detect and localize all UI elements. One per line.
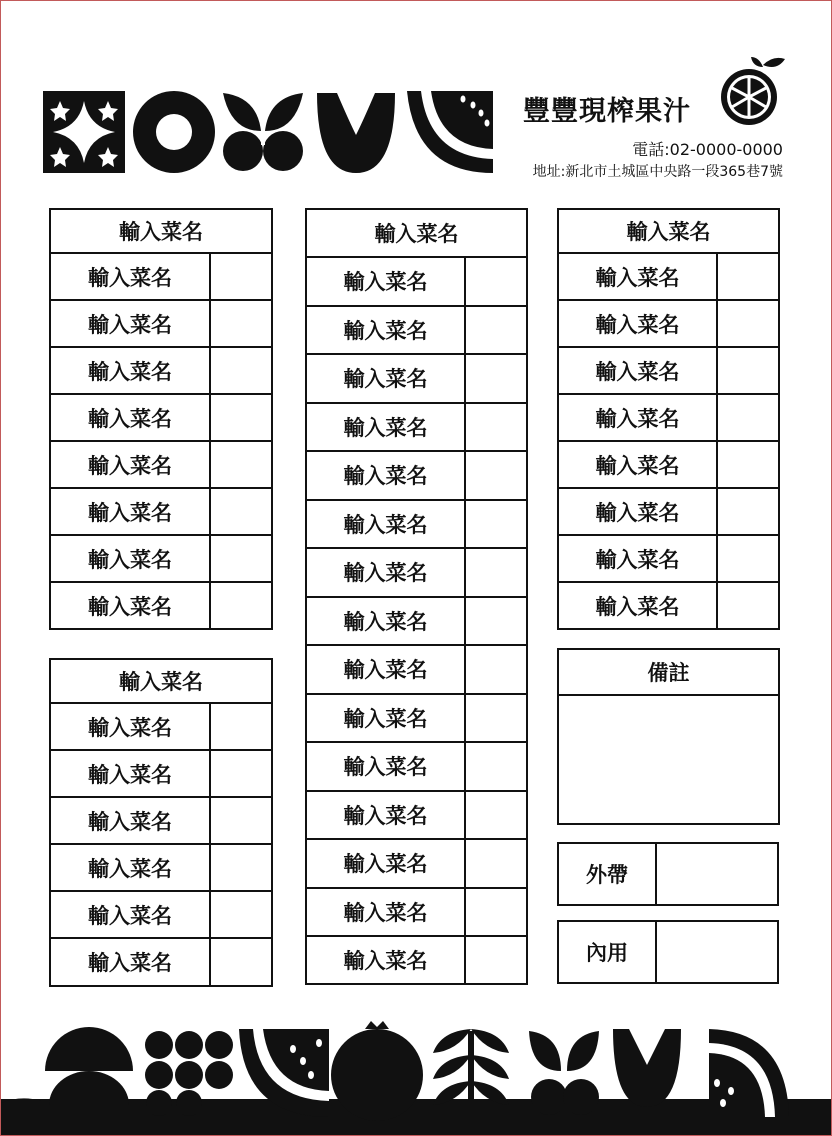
quantity-box[interactable] xyxy=(211,798,271,843)
menu-item-name: 輸入菜名 xyxy=(51,845,211,890)
menu-row xyxy=(559,348,778,395)
menu-item-name: 輸入菜名 xyxy=(307,792,466,839)
menu-row xyxy=(307,840,526,889)
menu-item-name: 輸入菜名 xyxy=(307,646,466,693)
menu-item-name: 輸入菜名 xyxy=(307,501,466,548)
fruit-border-icon xyxy=(1,1021,832,1136)
menu-section-2 xyxy=(305,208,528,985)
menu-item-name: 輸入菜名 xyxy=(51,583,211,628)
menu-row xyxy=(307,889,526,938)
menu-row xyxy=(307,404,526,453)
quantity-box[interactable] xyxy=(466,355,526,402)
menu-item-name: 輸入菜名 xyxy=(307,549,466,596)
sparkle-tile-icon xyxy=(43,91,125,173)
quantity-box[interactable] xyxy=(466,452,526,499)
menu-row xyxy=(51,751,271,798)
quantity-box[interactable] xyxy=(211,301,271,346)
quantity-box[interactable] xyxy=(211,751,271,796)
butterfly-leaf-icon xyxy=(221,91,305,173)
menu-item-name: 輸入菜名 xyxy=(307,307,466,354)
quantity-box[interactable] xyxy=(718,395,778,440)
notes-area[interactable] xyxy=(559,696,778,823)
menu-section-1 xyxy=(49,208,273,630)
quantity-box[interactable] xyxy=(211,395,271,440)
quantity-box[interactable] xyxy=(718,583,778,628)
menu-row xyxy=(307,501,526,550)
menu-row xyxy=(559,583,778,628)
menu-item-name: 輸入菜名 xyxy=(559,395,718,440)
menu-item-name: 輸入菜名 xyxy=(307,743,466,790)
menu-item-name: 輸入菜名 xyxy=(51,348,211,393)
menu-row xyxy=(307,937,526,983)
menu-section-4 xyxy=(49,658,273,987)
takeout-label: 外帶 xyxy=(559,844,657,904)
quantity-box[interactable] xyxy=(718,348,778,393)
shop-address: 地址:新北市土城區中央路一段365巷7號 xyxy=(532,164,783,180)
menu-row xyxy=(307,307,526,356)
quantity-box[interactable] xyxy=(211,348,271,393)
menu-item-name: 輸入菜名 xyxy=(51,442,211,487)
menu-row xyxy=(307,646,526,695)
quantity-box[interactable] xyxy=(466,695,526,742)
quantity-box[interactable] xyxy=(211,489,271,534)
menu-section-title: 輸入菜名 xyxy=(51,660,271,704)
menu-row xyxy=(51,939,271,985)
menu-item-name: 輸入菜名 xyxy=(307,598,466,645)
menu-row xyxy=(51,536,271,583)
menu-row xyxy=(51,704,271,751)
takeout-checkbox[interactable] xyxy=(657,844,777,904)
takeout-option xyxy=(557,842,779,906)
quantity-box[interactable] xyxy=(211,442,271,487)
menu-row xyxy=(51,348,271,395)
phone-number: 電話:02-0000-0000 xyxy=(632,140,783,159)
menu-row xyxy=(51,892,271,939)
menu-row xyxy=(559,442,778,489)
menu-row xyxy=(51,442,271,489)
menu-item-name: 輸入菜名 xyxy=(559,254,718,299)
notes-title: 備註 xyxy=(559,650,778,696)
menu-item-name: 輸入菜名 xyxy=(559,442,718,487)
quantity-box[interactable] xyxy=(211,254,271,299)
ring-icon xyxy=(133,91,215,173)
menu-section-title: 輸入菜名 xyxy=(559,210,778,254)
menu-row xyxy=(51,395,271,442)
menu-item-name: 輸入菜名 xyxy=(51,395,211,440)
quantity-box[interactable] xyxy=(211,536,271,581)
menu-section-3 xyxy=(557,208,780,630)
menu-item-name: 輸入菜名 xyxy=(307,840,466,887)
quantity-box[interactable] xyxy=(211,583,271,628)
orange-logo-icon xyxy=(719,55,787,127)
menu-section-title: 輸入菜名 xyxy=(51,210,271,254)
menu-item-name: 輸入菜名 xyxy=(307,355,466,402)
quantity-box[interactable] xyxy=(718,536,778,581)
quantity-box[interactable] xyxy=(466,646,526,693)
menu-row xyxy=(307,355,526,404)
menu-item-name: 輸入菜名 xyxy=(307,889,466,936)
menu-item-name: 輸入菜名 xyxy=(51,254,211,299)
quantity-box[interactable] xyxy=(718,301,778,346)
menu-item-name: 輸入菜名 xyxy=(51,489,211,534)
quantity-box[interactable] xyxy=(466,937,526,983)
menu-row xyxy=(559,536,778,583)
menu-row xyxy=(51,583,271,628)
menu-item-name: 輸入菜名 xyxy=(51,892,211,937)
menu-row xyxy=(559,254,778,301)
menu-item-name: 輸入菜名 xyxy=(51,798,211,843)
quantity-box[interactable] xyxy=(718,254,778,299)
menu-item-name: 輸入菜名 xyxy=(307,937,466,983)
menu-section-title: 輸入菜名 xyxy=(307,210,526,258)
dine-in-checkbox[interactable] xyxy=(657,922,777,982)
menu-row xyxy=(307,743,526,792)
quantity-box[interactable] xyxy=(718,489,778,534)
menu-item-name: 輸入菜名 xyxy=(559,583,718,628)
menu-item-name: 輸入菜名 xyxy=(51,301,211,346)
quantity-box[interactable] xyxy=(466,307,526,354)
menu-row xyxy=(559,301,778,348)
quantity-box[interactable] xyxy=(718,442,778,487)
menu-item-name: 輸入菜名 xyxy=(307,695,466,742)
menu-item-name: 輸入菜名 xyxy=(51,751,211,796)
menu-row xyxy=(51,301,271,348)
menu-item-name: 輸入菜名 xyxy=(307,258,466,305)
quantity-box[interactable] xyxy=(466,792,526,839)
quantity-box[interactable] xyxy=(466,549,526,596)
menu-item-name: 輸入菜名 xyxy=(51,536,211,581)
quantity-box[interactable] xyxy=(466,404,526,451)
menu-row xyxy=(51,254,271,301)
quantity-box[interactable] xyxy=(466,598,526,645)
quantity-box[interactable] xyxy=(466,501,526,548)
dine-in-option xyxy=(557,920,779,984)
quantity-box[interactable] xyxy=(466,258,526,305)
menu-row xyxy=(559,489,778,536)
tulip-icon xyxy=(315,91,397,173)
menu-row xyxy=(51,489,271,536)
menu-item-name: 輸入菜名 xyxy=(307,404,466,451)
quantity-box[interactable] xyxy=(466,889,526,936)
quantity-box[interactable] xyxy=(211,892,271,937)
menu-row xyxy=(307,549,526,598)
menu-item-name: 輸入菜名 xyxy=(307,452,466,499)
menu-row xyxy=(307,792,526,841)
quantity-box[interactable] xyxy=(211,939,271,985)
menu-row xyxy=(307,598,526,647)
menu-item-name: 輸入菜名 xyxy=(51,939,211,985)
quantity-box[interactable] xyxy=(466,840,526,887)
quantity-box[interactable] xyxy=(211,845,271,890)
quantity-box[interactable] xyxy=(211,704,271,749)
notes-box xyxy=(557,648,780,825)
shop-name: 豐豐現榨果汁 xyxy=(523,96,691,127)
menu-row xyxy=(559,395,778,442)
quantity-box[interactable] xyxy=(466,743,526,790)
menu-item-name: 輸入菜名 xyxy=(559,301,718,346)
menu-item-name: 輸入菜名 xyxy=(559,348,718,393)
menu-item-name: 輸入菜名 xyxy=(559,536,718,581)
menu-row xyxy=(307,258,526,307)
menu-row xyxy=(307,452,526,501)
menu-item-name: 輸入菜名 xyxy=(559,489,718,534)
dine-in-label: 內用 xyxy=(559,922,657,982)
menu-row xyxy=(51,845,271,892)
menu-row xyxy=(307,695,526,744)
watermelon-slice-icon xyxy=(407,91,493,173)
menu-item-name: 輸入菜名 xyxy=(51,704,211,749)
menu-row xyxy=(51,798,271,845)
